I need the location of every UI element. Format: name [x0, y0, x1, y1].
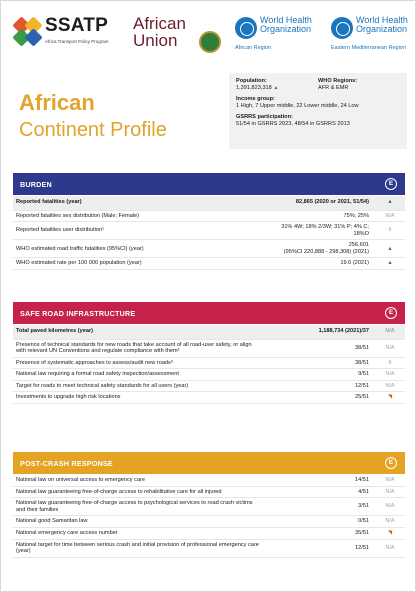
e-circle-icon: E — [385, 307, 397, 319]
au-line1: African — [133, 14, 186, 33]
table-row — [13, 222, 405, 240]
population-number: 1,391,823,318 — [236, 85, 272, 91]
gsrrs-label: GSRRS participation: — [236, 114, 293, 120]
stable-icon: ◊ — [375, 222, 405, 240]
au-name — [133, 15, 186, 49]
who-emblem-icon — [331, 17, 353, 39]
trend-up-icon: ▲ — [375, 240, 405, 258]
indicator-label: Presence of systematic approaches to assess/audit new roads³ — [13, 357, 263, 369]
page-subtitle: Continent Profile — [19, 119, 167, 141]
trend-up-icon: ▲ — [375, 258, 405, 270]
indicator-label: National law guaranteeing free-of-charge access to psychological services to road crash victims and their families — [13, 498, 263, 516]
ssatp-wordmark: SSATP — [45, 15, 108, 36]
indicator-label: Reported fatalities sex distribution (Male; Female) — [13, 210, 263, 222]
status-na: N/A — [375, 475, 405, 486]
indicator-value: 3/51 — [263, 498, 375, 516]
status-na: N/A — [375, 325, 405, 339]
indicator-value: 19.6 (2021) — [263, 258, 375, 270]
indicator-label: National law requiring a formal road safety inspection/assessment — [13, 369, 263, 381]
au-line2: Union — [133, 31, 178, 50]
table-row — [13, 498, 405, 516]
indicator-value: 1,188,734 (2021)/37 — [263, 325, 375, 339]
table-row — [13, 539, 405, 557]
table-row — [13, 369, 405, 381]
indicator-label: WHO estimated rate per 100 000 population (year) — [13, 258, 263, 270]
status-na: N/A — [375, 210, 405, 222]
au-seal-icon — [199, 31, 221, 53]
table-row — [13, 357, 405, 369]
who-emr-line2: Organization — [356, 24, 408, 34]
who-afr-line2: Organization — [260, 24, 312, 34]
indicator-value: 38/51 — [263, 339, 375, 357]
who-afr-name — [260, 16, 312, 34]
table-row — [13, 258, 405, 270]
table-row — [13, 210, 405, 222]
table-row — [13, 486, 405, 498]
section-title: BURDEN — [20, 180, 52, 189]
who-regions-value: AFR & EMR — [318, 85, 349, 91]
post-crash-table — [13, 475, 405, 558]
indicator-value: 38/51 — [263, 357, 375, 369]
indicator-label: Target for roads to meet technical safety standards for all users (year) — [13, 380, 263, 392]
page-title: African — [19, 90, 95, 115]
african-union-logo — [133, 15, 228, 59]
indicator-label: National emergency care access number — [13, 527, 263, 539]
indicator-value: 256,601 (95%CI 220,888 - 298,308) (2021) — [263, 240, 375, 258]
table-row — [13, 196, 405, 210]
indicator-value: 9/51 — [263, 369, 375, 381]
who-emr-logo — [331, 15, 415, 59]
flag-icon: ◥ — [375, 392, 405, 404]
indicator-value: 0/51 — [263, 516, 375, 528]
income-label: Income group: — [236, 96, 275, 102]
stable-icon: ◊ — [375, 357, 405, 369]
indicator-value: 31% 4W; 18% 2/3W; 31% P; 4% C; 18%O — [263, 222, 375, 240]
table-row — [13, 516, 405, 528]
population-value — [236, 85, 318, 92]
section-title: SAFE ROAD INFRASTRUCTURE — [20, 309, 136, 318]
status-na: N/A — [375, 369, 405, 381]
table-row — [13, 392, 405, 404]
logo-strip — [13, 14, 408, 59]
section-header-burden — [13, 173, 405, 195]
indicator-label: National target for time between serious crash and initial provision of professional emergency care (year) — [13, 539, 263, 557]
indicator-value: 25/51 — [263, 392, 375, 404]
indicator-label: WHO estimated road traffic fatalities (95%CI) (year) — [13, 240, 263, 258]
table-row — [13, 339, 405, 357]
ssatp-tagline: Africa Transport Policy Program — [45, 39, 109, 44]
flag-icon: ◥ — [375, 527, 405, 539]
who-afr-region: African Region — [235, 45, 272, 51]
indicator-value: 75%; 25% — [263, 210, 375, 222]
road-infrastructure-table — [13, 325, 405, 404]
e-circle-icon: E — [385, 178, 397, 190]
table-row — [13, 380, 405, 392]
status-na: N/A — [375, 339, 405, 357]
who-emblem-icon — [235, 17, 257, 39]
indicator-label: National law on universal access to emergency care — [13, 475, 263, 486]
indicator-value: 12/51 — [263, 539, 375, 557]
population-label: Population: — [236, 78, 267, 84]
indicator-label: Investments to upgrade high risk locations — [13, 392, 263, 404]
section-title: POST-CRASH RESPONSE — [20, 459, 113, 468]
who-afr-line1: World Health — [260, 15, 312, 25]
indicator-value: 14/51 — [263, 475, 375, 486]
indicator-label: Reported fatalities (year) — [13, 196, 263, 210]
who-regions-label: WHO Regions: — [318, 78, 358, 84]
indicator-value: 12/51 — [263, 380, 375, 392]
indicator-label: Total paved kilometres (year) — [13, 325, 263, 339]
who-emr-line1: World Health — [356, 15, 408, 25]
table-row — [13, 240, 405, 258]
indicator-label: Reported fatalities user distribution¹ — [13, 222, 263, 240]
e-circle-icon: E — [385, 457, 397, 469]
trend-up-icon: ▲ — [273, 85, 279, 91]
who-emr-name — [356, 16, 408, 34]
summary-panel — [229, 73, 407, 149]
table-row — [13, 475, 405, 486]
section-header-road-infrastructure — [13, 302, 405, 324]
income-value: 1 High, 7 Upper middle, 22 Lower middle, 24 Low — [236, 103, 359, 109]
ssatp-logo — [13, 15, 117, 55]
indicator-label: National law guaranteeing free-of-charge access to rehabilitative care for all injured — [13, 486, 263, 498]
indicator-value: 35/51 — [263, 527, 375, 539]
table-row — [13, 527, 405, 539]
trend-up-icon: ▲ — [375, 196, 405, 210]
status-na: N/A — [375, 486, 405, 498]
who-emr-region: Eastern Mediterranean Region — [331, 45, 406, 51]
status-na: N/A — [375, 498, 405, 516]
gsrrs-value: 51/54 in GSRRS 2023, 48/54 in GSRRS 2013 — [236, 121, 350, 127]
status-na: N/A — [375, 516, 405, 528]
status-na: N/A — [375, 380, 405, 392]
table-row — [13, 325, 405, 339]
indicator-label: Presence of technical standards for new roads that take account of all road-user safety, or align with relevant UN Conventions and regulate compliance with them² — [13, 339, 263, 357]
indicator-label: National good Samaritan law — [13, 516, 263, 528]
indicator-value: 4/51 — [263, 486, 375, 498]
who-afr-logo — [235, 15, 319, 59]
section-header-post-crash — [13, 452, 405, 474]
indicator-value: 82,865 (2020 or 2021, 51/54) — [263, 196, 375, 210]
status-na: N/A — [375, 539, 405, 557]
ssatp-mark-icon — [13, 17, 43, 47]
burden-table — [13, 196, 405, 270]
